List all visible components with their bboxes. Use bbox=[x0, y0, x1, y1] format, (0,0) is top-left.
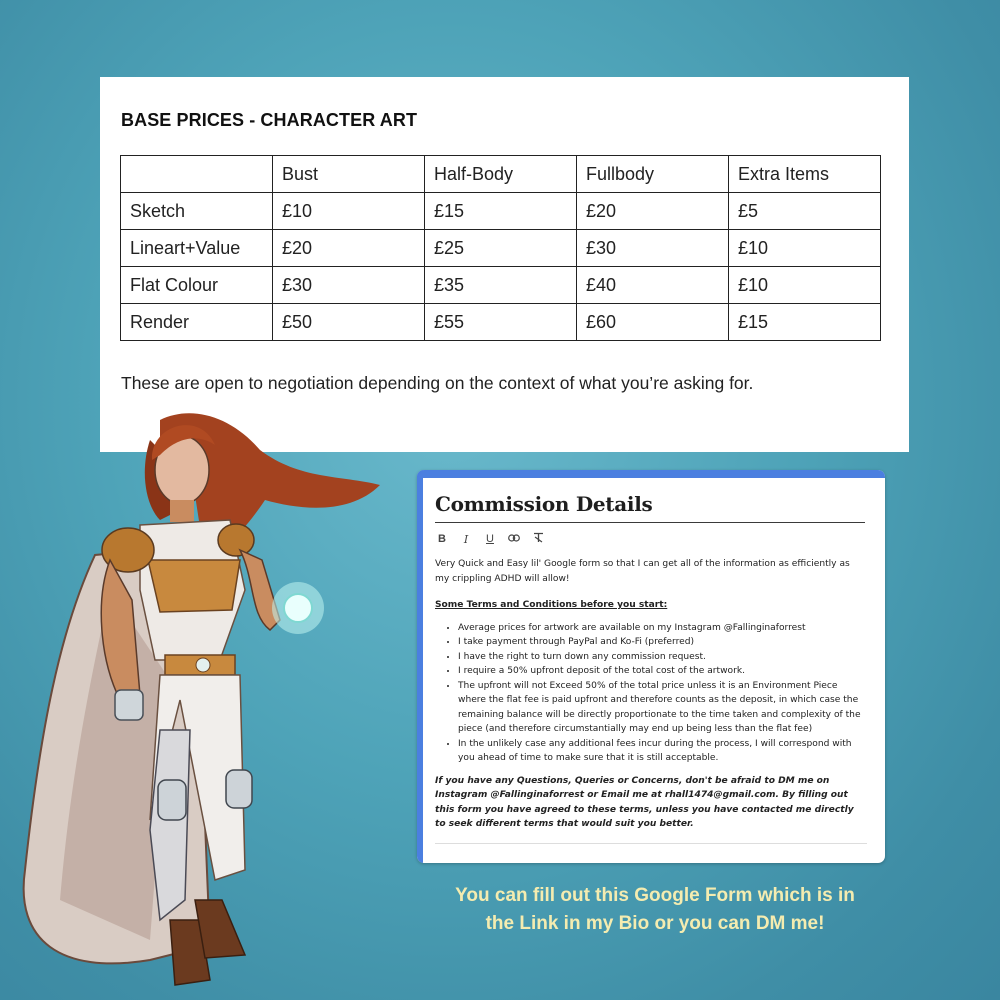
table-cell: £25 bbox=[425, 230, 577, 267]
table-cell: Lineart+Value bbox=[121, 230, 273, 267]
form-title[interactable]: Commission Details bbox=[435, 492, 865, 523]
table-cell: £30 bbox=[577, 230, 729, 267]
caption bbox=[440, 882, 870, 938]
table-header-cell: Bust bbox=[273, 156, 425, 193]
table-header-cell: Fullbody bbox=[577, 156, 729, 193]
list-item: • The upfront will not Exceed 50% of the total price unless it is an Environment Piece where the flat fee is paid upfront and therefore counts as the deposit, in which case the remaining balance will be directly proportionate to the time taken and complexity of the piece (and therefore circumstantially may end up being less than the flat fee) bbox=[458, 679, 865, 737]
table-header-cell: Extra Items bbox=[729, 156, 881, 193]
format-toolbar bbox=[435, 532, 865, 546]
list-item: • I take payment through PayPal and Ko-Fi (preferred) bbox=[458, 635, 865, 650]
price-table bbox=[120, 155, 881, 341]
table-cell: £5 bbox=[729, 193, 881, 230]
magic-orb-core bbox=[284, 594, 312, 622]
table-cell: Sketch bbox=[121, 193, 273, 230]
table-cell: £55 bbox=[425, 304, 577, 341]
table-cell: £30 bbox=[273, 267, 425, 304]
form-accent-left bbox=[417, 470, 423, 863]
commission-form-card bbox=[417, 470, 885, 863]
table-cell: £40 bbox=[577, 267, 729, 304]
table-cell: £10 bbox=[729, 267, 881, 304]
terms-list bbox=[435, 621, 865, 766]
table-cell: Flat Colour bbox=[121, 267, 273, 304]
price-note: These are open to negotiation depending on the context of what you’re asking for. bbox=[121, 373, 754, 393]
table-cell: £15 bbox=[425, 193, 577, 230]
table-cell: £10 bbox=[273, 193, 425, 230]
table-cell: £20 bbox=[577, 193, 729, 230]
shoulder-right-shape bbox=[218, 524, 254, 556]
link-icon[interactable] bbox=[507, 533, 521, 545]
table-cell: £35 bbox=[425, 267, 577, 304]
knee-guard-right-shape bbox=[226, 770, 252, 808]
table-cell: £50 bbox=[273, 304, 425, 341]
table-header-cell bbox=[121, 156, 273, 193]
table-header-row bbox=[121, 156, 881, 193]
table-row bbox=[121, 267, 881, 304]
form-description[interactable] bbox=[435, 557, 865, 832]
bold-icon[interactable]: B bbox=[438, 533, 446, 545]
price-title: BASE PRICES - CHARACTER ART bbox=[121, 110, 418, 130]
table-cell: £60 bbox=[577, 304, 729, 341]
table-header-cell: Half-Body bbox=[425, 156, 577, 193]
table-row bbox=[121, 304, 881, 341]
table-cell: £20 bbox=[273, 230, 425, 267]
table-row bbox=[121, 193, 881, 230]
clear-format-icon[interactable] bbox=[531, 532, 545, 546]
table-cell: £10 bbox=[729, 230, 881, 267]
character-illustration bbox=[0, 400, 400, 1000]
caption-line-1: You can fill out this Google Form which is in bbox=[455, 885, 855, 906]
italic-icon[interactable]: I bbox=[463, 532, 469, 546]
knee-guard-left-shape bbox=[158, 780, 186, 820]
list-item: • Average prices for artwork are available on my Instagram @Fallinginaforrest bbox=[458, 621, 865, 636]
table-cell: £15 bbox=[729, 304, 881, 341]
caption-line-2: the Link in my Bio or you can DM me! bbox=[485, 913, 825, 934]
underline-icon[interactable]: U bbox=[486, 533, 494, 545]
neck-shape bbox=[170, 500, 194, 522]
form-accent-top bbox=[417, 470, 885, 478]
form-divider bbox=[435, 843, 867, 844]
list-item: • I require a 50% upfront deposit of the total cost of the artwork. bbox=[458, 664, 865, 679]
form-content bbox=[435, 492, 865, 832]
table-cell: Render bbox=[121, 304, 273, 341]
price-panel bbox=[100, 77, 909, 452]
chest-armor-shape bbox=[148, 560, 240, 612]
form-closing: If you have any Questions, Queries or Concerns, don't be afraid to DM me on Instagram @Fallinginaforrest or Email me at rhall1474@gmail.com. By filling out this form you have agreed to these terms, unless you have contacted me directly to seek different terms that would suit you better. bbox=[435, 775, 854, 829]
belt-gem-shape bbox=[196, 658, 210, 672]
form-intro: Very Quick and Easy lil' Google form so that I can get all of the information as efficiently as my crippling ADHD will allow! bbox=[435, 559, 850, 584]
list-item: • In the unlikely case any additional fees incur during the process, I will correspond with you ahead of time to make sure that it is still acceptable. bbox=[458, 737, 865, 766]
terms-heading: Some Terms and Conditions before you start: bbox=[435, 600, 668, 610]
glove-left-shape bbox=[115, 690, 143, 720]
list-item: • I have the right to turn down any commission request. bbox=[458, 650, 865, 665]
table-row bbox=[121, 230, 881, 267]
